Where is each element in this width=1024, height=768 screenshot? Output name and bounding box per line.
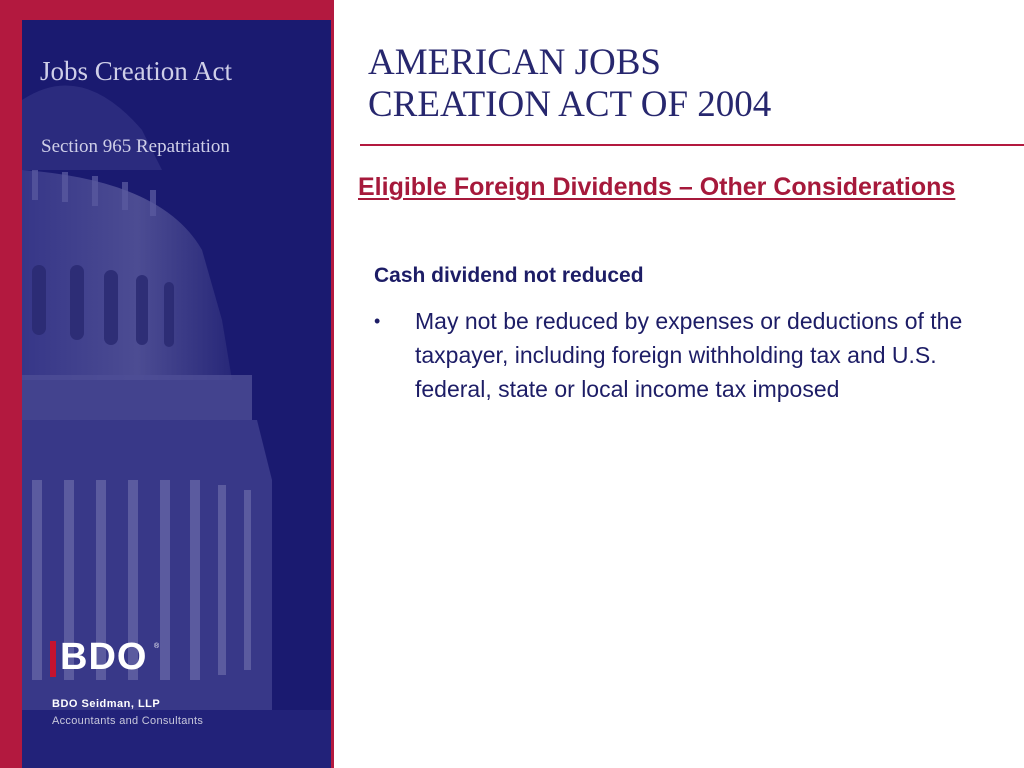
sidebar-title: Jobs Creation Act <box>40 56 232 86</box>
section-heading: Eligible Foreign Dividends – Other Considerations <box>358 173 956 201</box>
side-panel <box>22 20 331 768</box>
slide-title-line1: AMERICAN JOBS <box>368 42 661 83</box>
bdo-logo <box>50 637 160 677</box>
top-border <box>0 0 334 20</box>
logo-bar <box>50 641 56 677</box>
bullet-text: May not be reduced by expenses or deductions of the taxpayer, including foreign withholding tax and U.S. federal, state or local income tax imposed <box>415 308 963 402</box>
title-divider <box>360 144 1024 146</box>
sidebar-subtitle: Section 965 Repatriation <box>41 136 230 157</box>
list-item <box>370 304 1010 406</box>
firm-tagline: Accountants and Consultants <box>52 715 204 727</box>
slide-title <box>368 42 988 126</box>
logo-registered-mark: ® <box>154 643 160 650</box>
bullet-icon: • <box>374 311 381 331</box>
bullet-list <box>370 304 1010 406</box>
logo-text: BDO <box>60 636 148 678</box>
left-border <box>0 0 22 768</box>
side-panel-border <box>331 0 334 768</box>
slide-title-line2: CREATION ACT OF 2004 <box>368 84 772 125</box>
subheading: Cash dividend not reduced <box>374 264 644 287</box>
firm-name: BDO Seidman, LLP <box>52 698 161 710</box>
